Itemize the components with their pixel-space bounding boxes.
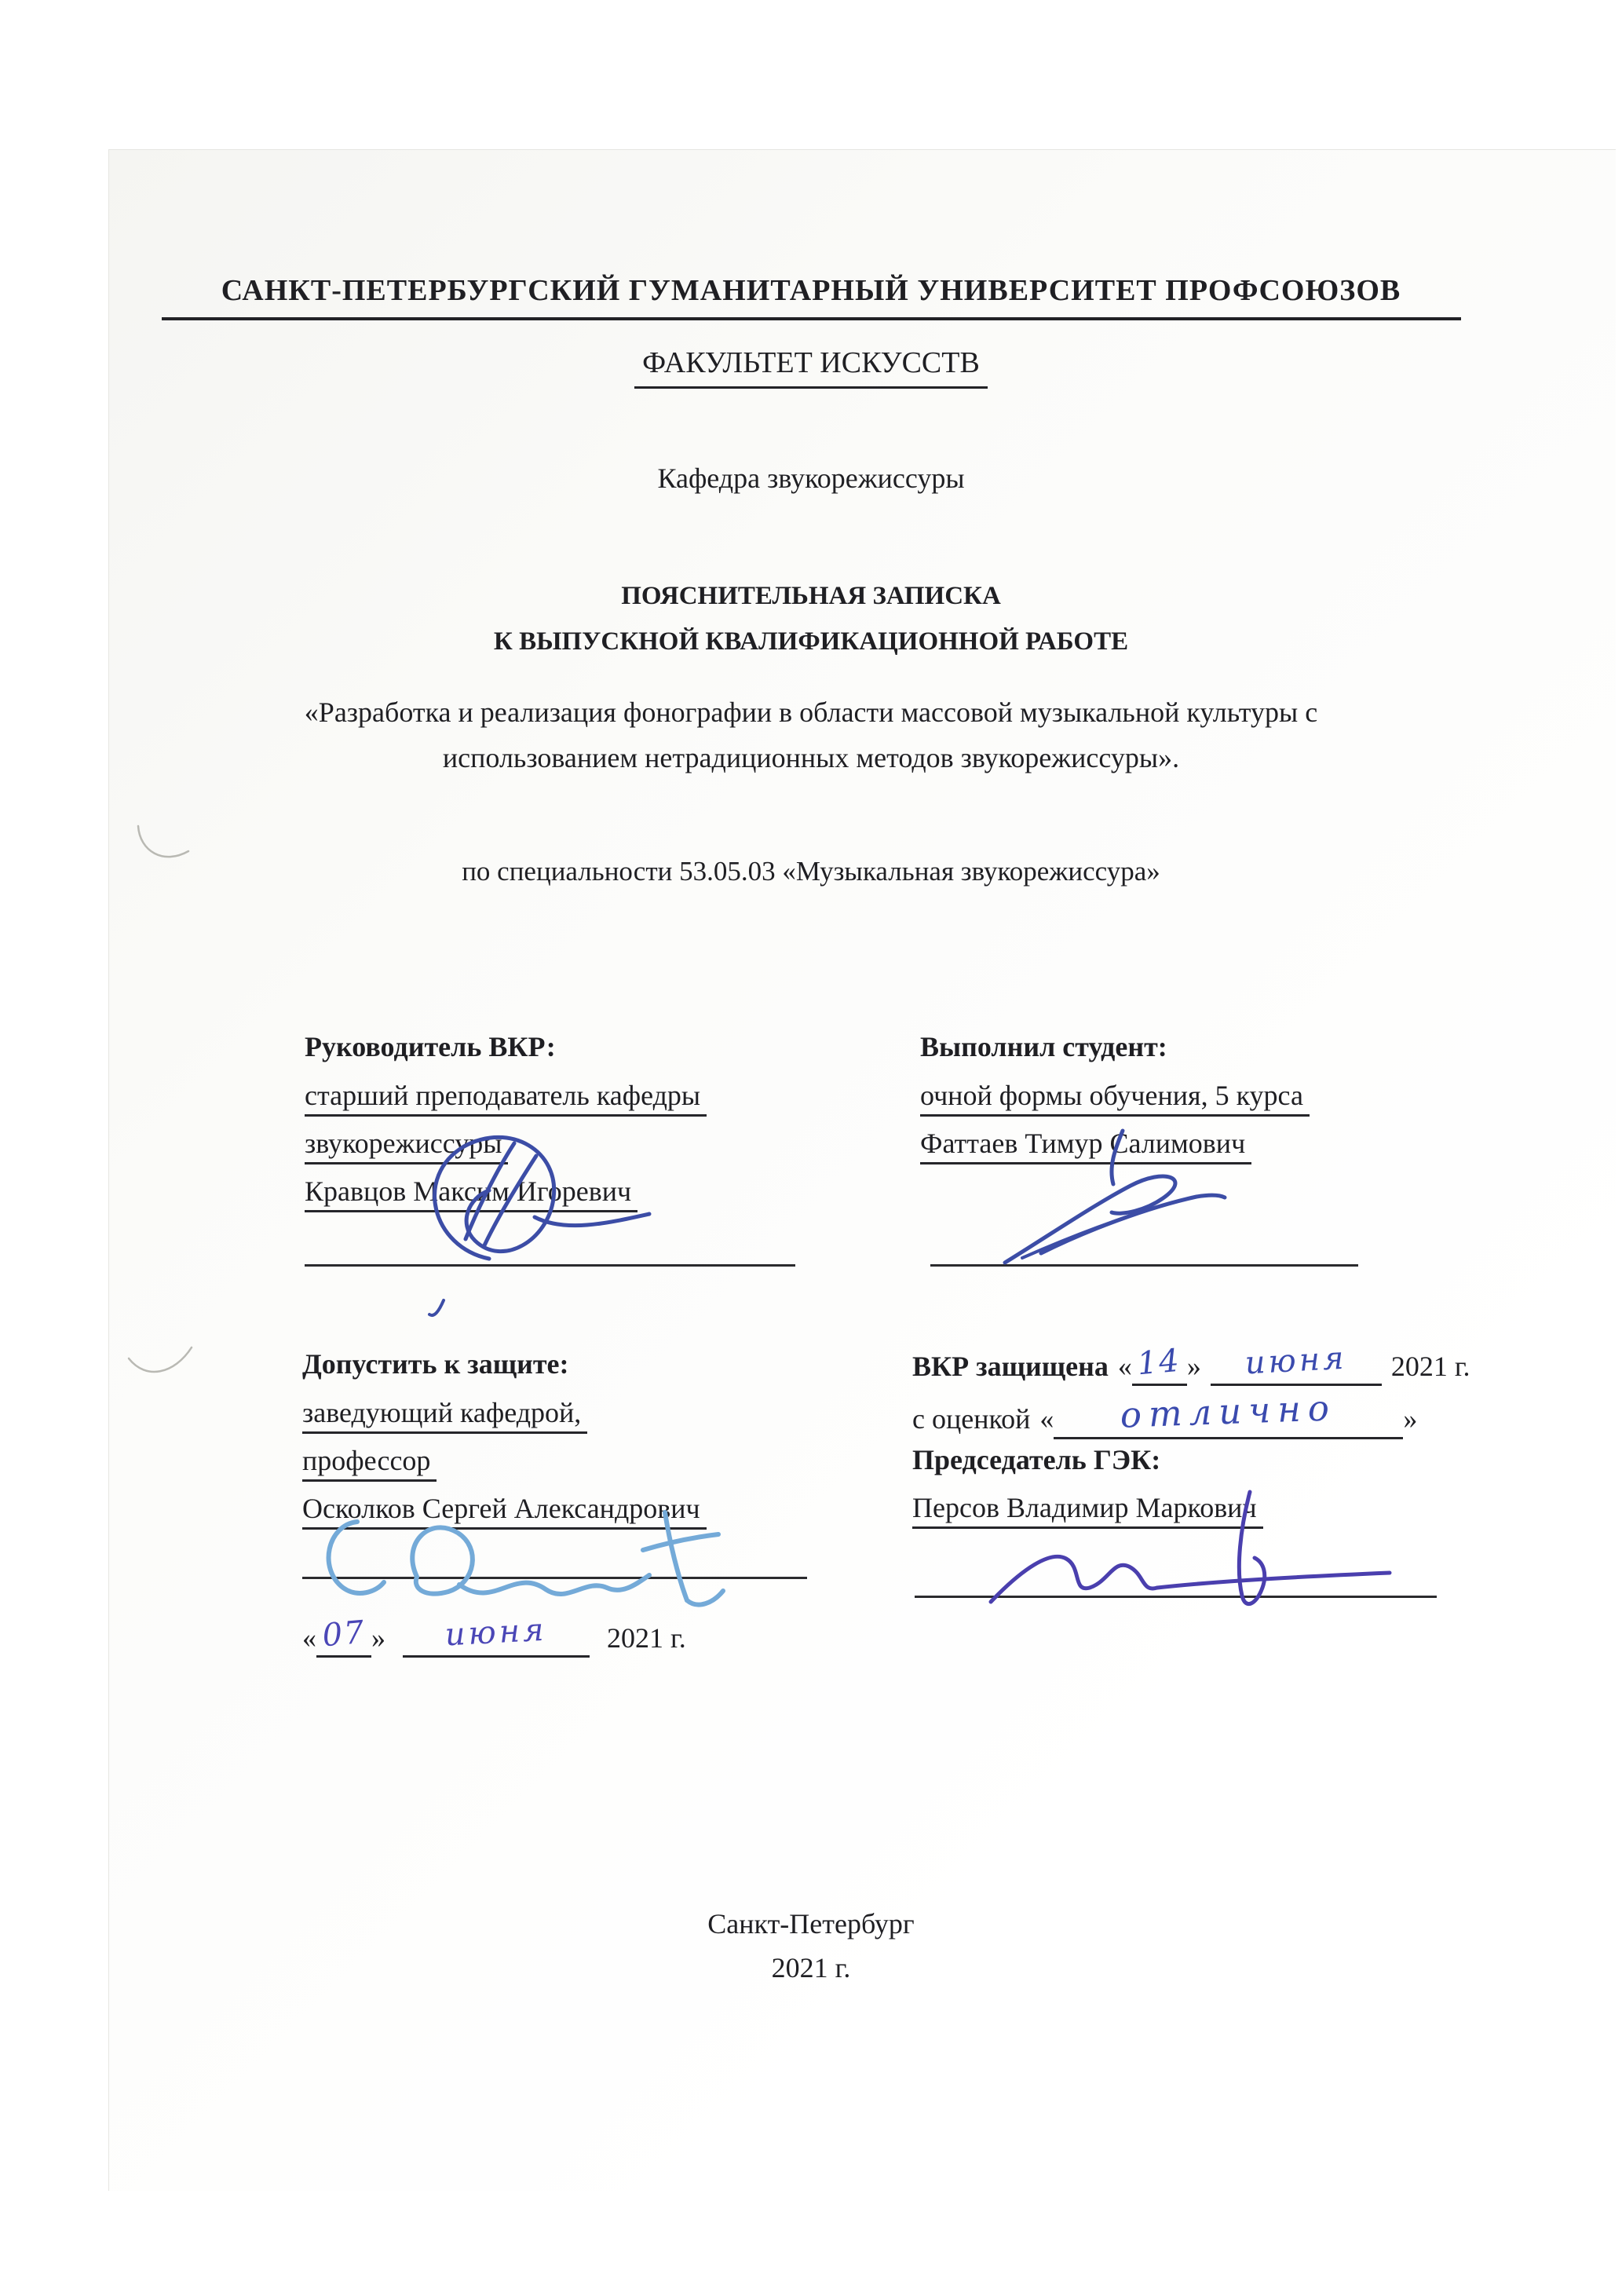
university-underline — [162, 273, 1461, 320]
admission-date-row — [302, 1611, 686, 1658]
admission-head-signature — [310, 1490, 750, 1624]
student-name: Фаттаев Тимур Салимович — [920, 1127, 1251, 1164]
grade-blank — [1054, 1387, 1403, 1439]
open-quote: « — [1117, 1351, 1132, 1382]
footer — [0, 1902, 1622, 1990]
defense-month-blank — [1211, 1340, 1382, 1386]
admission-position-line1: заведующий кафедрой, — [302, 1396, 587, 1434]
header-faculty-row — [0, 345, 1622, 389]
supervisor-name: Кравцов Максим Игоревич — [305, 1175, 637, 1212]
defense-day-handwriting: 14 — [1136, 1342, 1182, 1383]
defense-year: 2021 г. — [1390, 1351, 1470, 1382]
admission-position-line2: профессор — [302, 1444, 437, 1482]
footer-city: Санкт-Петербург — [707, 1908, 915, 1940]
close-quote: » — [371, 1622, 385, 1654]
document-title-line1: ПОЯСНИТЕЛЬНАЯ ЗАПИСКА — [621, 582, 1001, 610]
supervisor-position-line1: старший преподаватель кафедры — [305, 1079, 707, 1117]
admission-year: 2021 г. — [607, 1622, 686, 1654]
open-quote: « — [302, 1622, 316, 1654]
close-quote: » — [1186, 1351, 1201, 1382]
chairman-name: Персов Владимир Маркович — [912, 1491, 1263, 1529]
admission-day-handwriting: 07 — [320, 1614, 367, 1654]
student-label: Выполнил студент: — [920, 1031, 1167, 1062]
student-signature — [991, 1121, 1250, 1274]
grade-label: с оценкой — [912, 1403, 1031, 1435]
defense-grade-row — [912, 1387, 1509, 1443]
defense-date-row — [912, 1340, 1509, 1395]
faculty-name: ФАКУЛЬТЕТ ИСКУССТВ — [634, 345, 988, 389]
admission-month-blank — [403, 1611, 590, 1658]
admission-head-name: Осколков Сергей Александрович — [302, 1492, 707, 1530]
supervisor-label: Руководитель ВКР: — [305, 1031, 556, 1062]
open-quote: « — [1039, 1403, 1054, 1435]
department-name: Кафедра звукорежиссуры — [657, 462, 965, 494]
chairman-signature — [974, 1478, 1413, 1623]
footer-year: 2021 г. — [771, 1952, 851, 1983]
close-quote: » — [1403, 1403, 1418, 1435]
chairman-label: Председатель ГЭК: — [912, 1444, 1161, 1475]
defense-label: ВКР защищена — [912, 1351, 1109, 1382]
university-name: САНКТ-ПЕТЕРБУРГСКИЙ ГУМАНИТАРНЫЙ УНИВЕРСИТЕТ ПРОФСОЮЗОВ — [221, 274, 1401, 307]
header-university-row — [0, 273, 1622, 320]
defense-month-handwriting: июня — [1244, 1340, 1348, 1382]
supervisor-position-line2: звукорежиссуры — [305, 1127, 508, 1164]
document-title-line2: К ВЫПУСКНОЙ КВАЛИФИКАЦИОННОЙ РАБОТЕ — [493, 627, 1129, 656]
defense-day-blank — [1132, 1342, 1187, 1386]
admission-day-blank — [316, 1614, 371, 1658]
student-info-line: очной формы обучения, 5 курса — [920, 1079, 1310, 1117]
document-title — [0, 573, 1622, 664]
admission-month-handwriting: июня — [444, 1611, 548, 1654]
work-title: «Разработка и реализация фонографии в области массовой музыкальной культуры с использованием нетрадиционных методов звукорежиссуры». — [304, 696, 1318, 773]
grade-handwriting: отлично — [1120, 1387, 1338, 1436]
scan-artifact — [124, 1329, 196, 1391]
supervisor-signature — [396, 1121, 656, 1325]
specialty-line: по специальности 53.05.03 «Музыкальная звукорежиссура» — [462, 856, 1160, 887]
admission-label: Допустить к защите: — [302, 1348, 569, 1380]
